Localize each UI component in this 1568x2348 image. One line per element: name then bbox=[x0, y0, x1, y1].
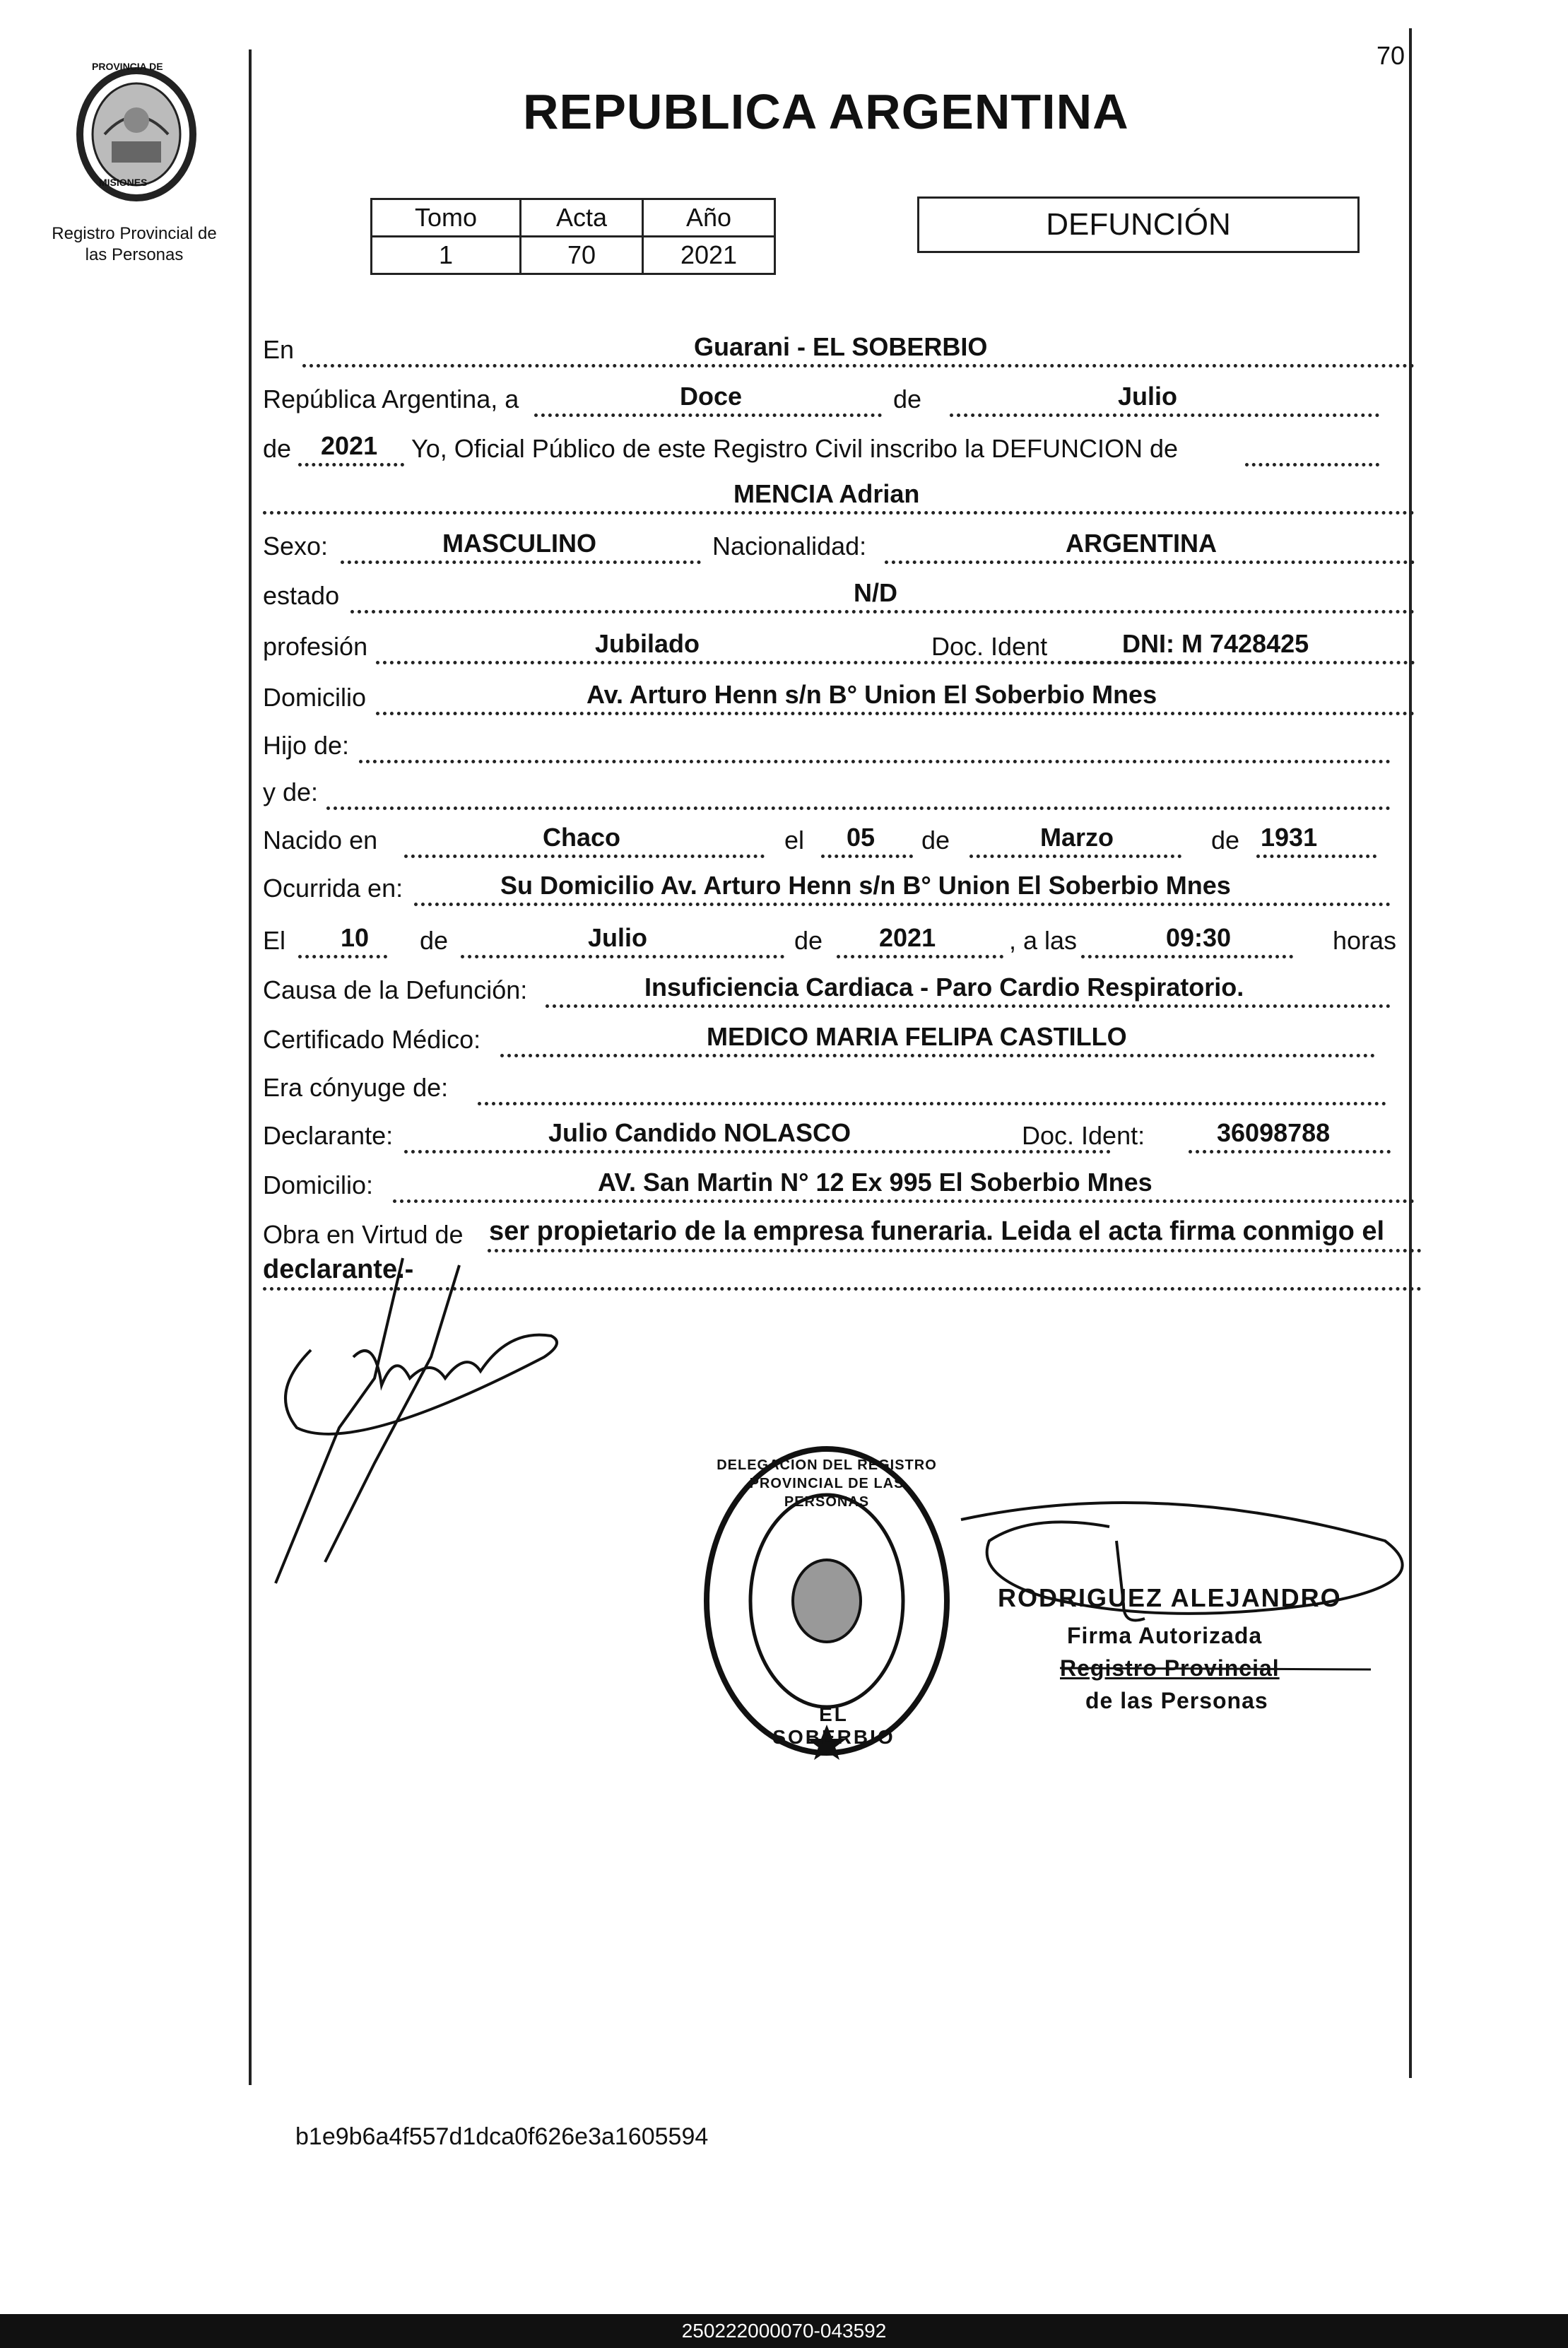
row-ocurrida bbox=[263, 864, 1391, 906]
conyuge-dots bbox=[478, 1102, 1386, 1105]
el2-label: El bbox=[263, 926, 286, 955]
domicilio2-dots bbox=[393, 1199, 1415, 1203]
causa-dots bbox=[546, 1004, 1391, 1008]
profesion-label: profesión bbox=[263, 632, 368, 661]
registry-label-line1: Registro Provincial de bbox=[52, 224, 217, 243]
left-margin-line bbox=[249, 49, 252, 2085]
row-sexo bbox=[263, 522, 1415, 564]
acta-value: 70 bbox=[521, 237, 643, 274]
row-hijo bbox=[263, 721, 1391, 763]
hijo-dots bbox=[359, 760, 1391, 763]
anio-value: 2021 bbox=[643, 237, 775, 274]
declarant-signature bbox=[269, 1251, 608, 1590]
page-number: 70 bbox=[1377, 41, 1405, 70]
row-estado bbox=[263, 571, 1415, 614]
en-value: Guarani - EL SOBERBIO bbox=[694, 332, 988, 361]
domicilio-dots bbox=[376, 712, 1415, 715]
certificado-label: Certificado Médico: bbox=[263, 1025, 481, 1054]
footer-code: 250222000070-043592 bbox=[0, 2314, 1568, 2348]
row-yde bbox=[263, 768, 1391, 810]
docident2-dots bbox=[1189, 1150, 1391, 1154]
logo-text-bottom: MISIONES bbox=[99, 177, 148, 188]
deceased-name: MENCIA Adrian bbox=[733, 479, 920, 508]
certificado-value: MEDICO MARIA FELIPA CASTILLO bbox=[707, 1022, 1127, 1051]
declarante-label: Declarante: bbox=[263, 1121, 394, 1150]
row-causa bbox=[263, 965, 1391, 1008]
estado-label: estado bbox=[263, 581, 340, 610]
death-year: 2021 bbox=[879, 923, 936, 952]
declarante-value: Julio Candido NOLASCO bbox=[548, 1118, 851, 1147]
obra-value-2: declarante.- bbox=[263, 1255, 414, 1284]
month-value: Julio bbox=[1118, 382, 1178, 411]
deceased-dots bbox=[263, 511, 1415, 515]
de3-label: de bbox=[1211, 826, 1240, 855]
registry-label bbox=[28, 223, 240, 266]
tomo-value: 1 bbox=[372, 237, 521, 274]
row-conyuge bbox=[263, 1063, 1386, 1105]
tomo-header: Tomo bbox=[372, 199, 521, 237]
official-title: Firma Autorizada bbox=[1067, 1623, 1263, 1648]
domicilio2-label: Domicilio: bbox=[263, 1170, 374, 1199]
el-label: el bbox=[784, 826, 805, 855]
birth-day-dots bbox=[821, 855, 913, 858]
month-dots bbox=[950, 413, 1379, 417]
row-nacido bbox=[263, 816, 1379, 858]
nacido-label: Nacido en bbox=[263, 826, 378, 855]
record-table bbox=[370, 198, 776, 275]
ocurrida-label: Ocurrida en: bbox=[263, 874, 403, 903]
sexo-dots bbox=[341, 560, 701, 564]
row-domicilio bbox=[263, 673, 1415, 715]
obra-value: ser propietario de la empresa funeraria. Leida el acta firma conmigo el bbox=[489, 1216, 1385, 1246]
inscribo-text: Yo, Oficial Público de este Registro Civil inscribo la DEFUNCION de bbox=[411, 434, 1179, 463]
rep-label: República Argentina, a bbox=[263, 385, 519, 413]
death-time: 09:30 bbox=[1166, 923, 1232, 952]
estado-value: N/D bbox=[854, 578, 897, 607]
estado-dots bbox=[350, 610, 1415, 614]
de-label: de bbox=[893, 385, 922, 413]
obra-label: Obra en Virtud de bbox=[263, 1220, 464, 1249]
docident-value: DNI: M 7428425 bbox=[1122, 629, 1309, 658]
stamp-ring-text: DELEGACION DEL REGISTRO PROVINCIAL DE LAS PERSONAS bbox=[717, 1457, 937, 1510]
docident2-label: Doc. Ident: bbox=[1022, 1121, 1145, 1150]
ocurrida-dots bbox=[414, 903, 1391, 906]
official-registry-2: de las Personas bbox=[1085, 1688, 1268, 1713]
declarante-dots bbox=[404, 1150, 1111, 1154]
day-dots bbox=[534, 413, 882, 417]
row-obra bbox=[263, 1210, 1422, 1252]
nacido-dots bbox=[404, 855, 765, 858]
horas-label: horas bbox=[1333, 926, 1397, 955]
de2-label: de bbox=[921, 826, 950, 855]
domicilio-label: Domicilio bbox=[263, 683, 367, 712]
page-title: REPUBLICA ARGENTINA bbox=[523, 84, 1129, 139]
death-month: Julio bbox=[588, 923, 648, 952]
death-month-dots bbox=[461, 955, 784, 958]
en-dots bbox=[302, 364, 1415, 368]
de5-label: de bbox=[794, 926, 823, 955]
official-registry: Registro Provincial bbox=[1060, 1655, 1280, 1681]
row-deceased bbox=[263, 472, 1415, 515]
row-domicilio2 bbox=[263, 1161, 1415, 1203]
certificado-dots bbox=[500, 1054, 1375, 1057]
alas-label: , a las bbox=[1009, 926, 1078, 955]
domicilio2-value: AV. San Martin N° 12 Ex 995 El Soberbio Mnes bbox=[598, 1168, 1153, 1197]
nacionalidad-value: ARGENTINA bbox=[1066, 529, 1217, 558]
sexo-label: Sexo: bbox=[263, 532, 329, 560]
stamp-inner-text: EL SOBERBIO bbox=[772, 1703, 895, 1748]
death-day: 10 bbox=[341, 923, 370, 952]
ocurrida-value: Su Domicilio Av. Arturo Henn s/n B° Union El Soberbio Mnes bbox=[500, 871, 1231, 900]
year-dots bbox=[298, 463, 404, 466]
causa-label: Causa de la Defunción: bbox=[263, 975, 528, 1004]
day-value: Doce bbox=[680, 382, 743, 411]
death-day-dots bbox=[298, 955, 387, 958]
en-label: En bbox=[263, 335, 295, 364]
acta-header: Acta bbox=[521, 199, 643, 237]
docident-dots bbox=[1066, 661, 1415, 664]
profesion-value: Jubilado bbox=[595, 629, 700, 658]
row-en bbox=[263, 325, 1415, 368]
inscribo-dots bbox=[1245, 463, 1379, 466]
birth-year: 1931 bbox=[1261, 823, 1318, 852]
record-type-box: DEFUNCIÓN bbox=[917, 196, 1360, 253]
death-time-dots bbox=[1081, 955, 1293, 958]
yde-label: y de: bbox=[263, 777, 319, 806]
causa-value: Insuficiencia Cardiaca - Paro Cardio Respiratorio. bbox=[644, 973, 1244, 1002]
birth-month: Marzo bbox=[1040, 823, 1114, 852]
document-hash: b1e9b6a4f557d1dca0f626e3a1605594 bbox=[295, 2123, 709, 2150]
de4-label: de bbox=[420, 926, 449, 955]
birth-month-dots bbox=[969, 855, 1181, 858]
domicilio-value: Av. Arturo Henn s/n B° Union El Soberbio Mnes bbox=[586, 680, 1157, 709]
hijo-label: Hijo de: bbox=[263, 731, 350, 760]
death-year-dots bbox=[837, 955, 1003, 958]
logo-text-top: PROVINCIA DE bbox=[92, 61, 163, 72]
official-name: RODRIGUEZ ALEJANDRO bbox=[998, 1583, 1342, 1612]
yde-dots bbox=[326, 806, 1391, 810]
birth-day: 05 bbox=[847, 823, 876, 852]
row-profesion bbox=[263, 622, 1415, 664]
registry-label-line2: las Personas bbox=[85, 245, 184, 264]
nacionalidad-dots bbox=[885, 560, 1415, 564]
row-fecha-defuncion bbox=[263, 916, 1415, 958]
docident2-value: 36098788 bbox=[1217, 1118, 1331, 1147]
row-fecha bbox=[263, 375, 1379, 417]
row-inscribo bbox=[263, 424, 1379, 466]
year-value: 2021 bbox=[321, 431, 378, 460]
nacido-value: Chaco bbox=[543, 823, 621, 852]
row-declarante bbox=[263, 1111, 1391, 1154]
birth-year-dots bbox=[1256, 855, 1377, 858]
year-label: de bbox=[263, 434, 292, 463]
nacionalidad-label: Nacionalidad: bbox=[712, 532, 867, 560]
sexo-value: MASCULINO bbox=[442, 529, 596, 558]
anio-header: Año bbox=[643, 199, 775, 237]
row-certificado bbox=[263, 1015, 1375, 1057]
conyuge-label: Era cónyuge de: bbox=[263, 1073, 449, 1102]
docident-label: Doc. Ident bbox=[931, 632, 1048, 661]
